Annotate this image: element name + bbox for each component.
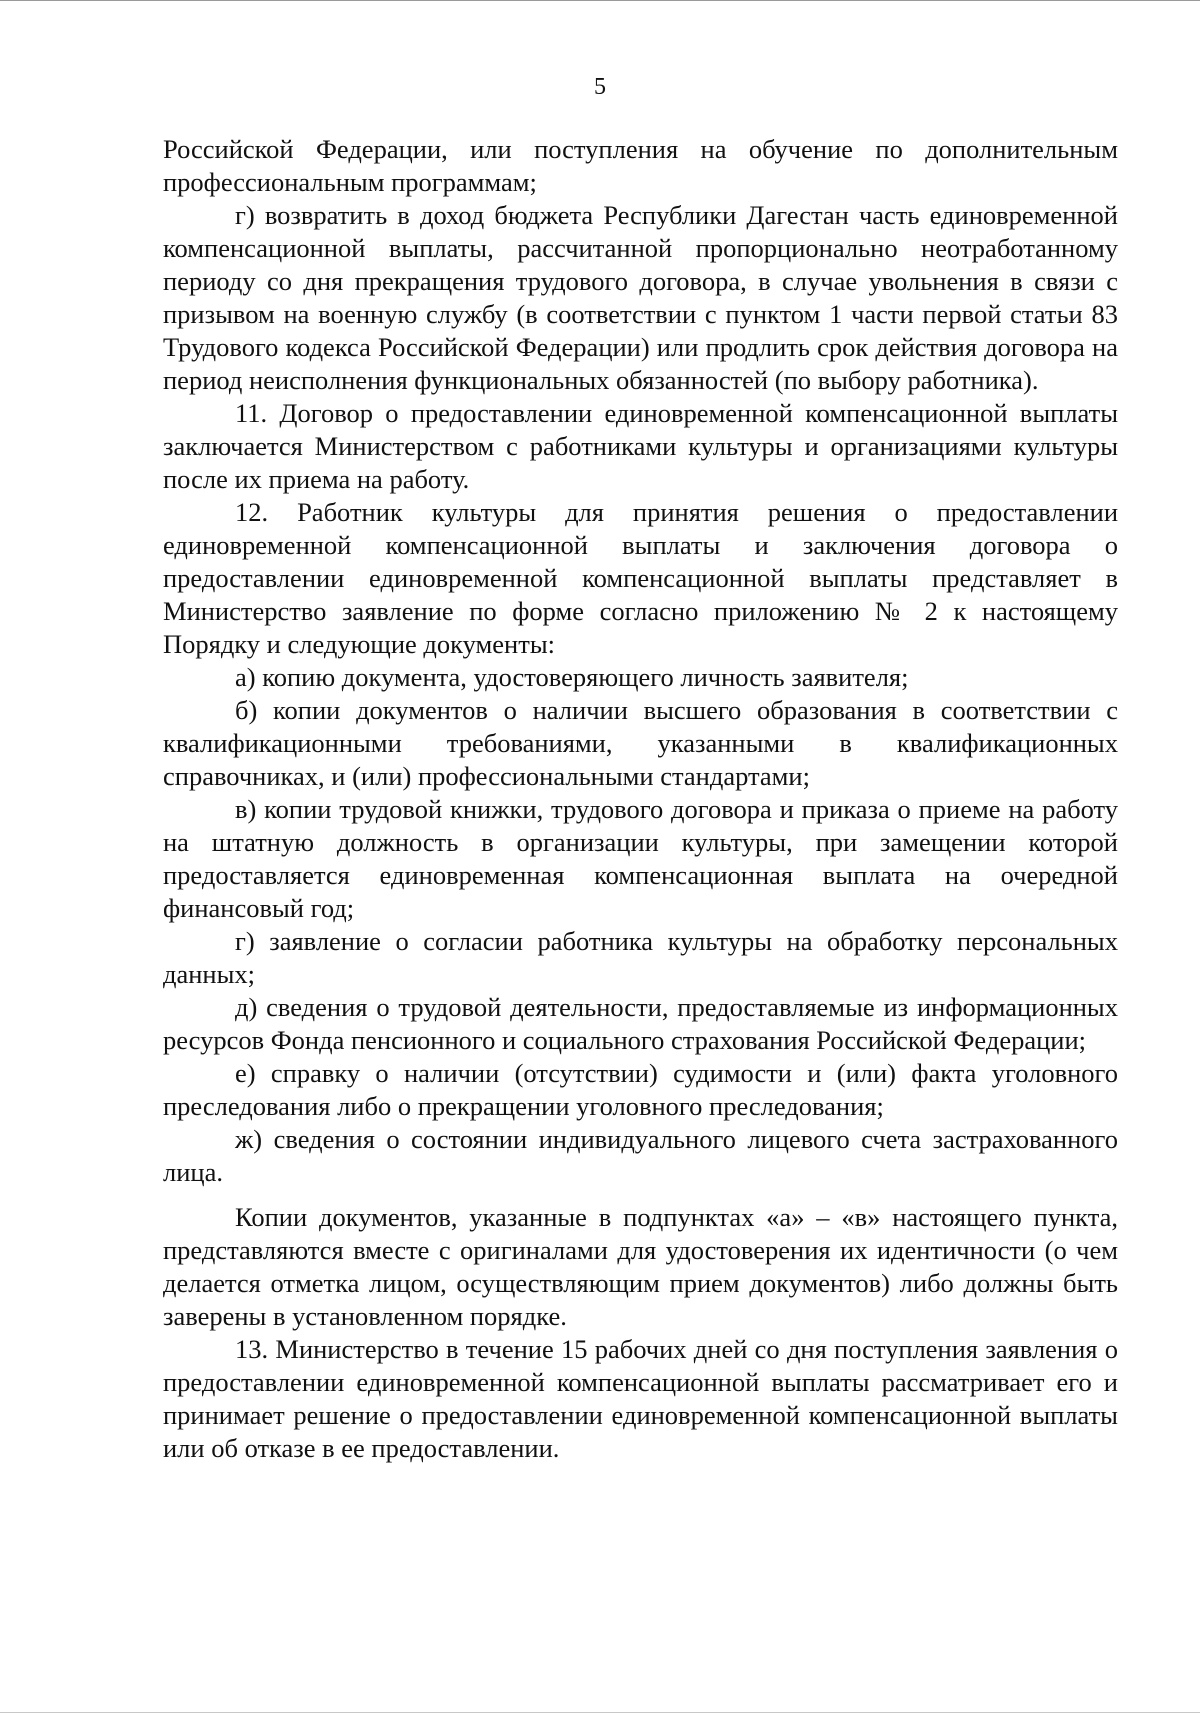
paragraph-item-zh: ж) сведения о состоянии индивидуального лицевого счета застрахованного лица. — [163, 1124, 1118, 1187]
paragraph-item-v: в) копии трудовой книжки, трудового договора и приказа о приеме на работу на штатную должность в организации культуры, при замещении которой предоставляется единовременная компенсационная выплата на очередной финансовый год; — [163, 794, 1118, 923]
document-body — [163, 133, 1118, 1465]
paragraph-item-e: е) справку о наличии (отсутствии) судимости и (или) факта уголовного преследования либо о прекращении уголовного преследования; — [163, 1058, 1118, 1121]
paragraph-13: 13. Министерство в течение 15 рабочих дней со дня поступления заявления о предоставлении единовременной компенсационной выплаты рассматривает его и принимает решение о предоставлении единовременной компенсационной выплаты или об отказе в ее предоставлении. — [163, 1334, 1118, 1463]
paragraph-item-d: д) сведения о трудовой деятельности, предоставляемые из информационных ресурсов Фонда пенсионного и социального страхования Российской Федерации; — [163, 992, 1118, 1055]
paragraph-12: 12. Работник культуры для принятия решения о предоставлении единовременной компенсационной выплаты и заключения договора о предоставлении единовременной компенсационной выплаты представляет в Министерство заявление по форме согласно приложению № 2 к настоящему Порядку и следующие документы: — [163, 497, 1118, 659]
paragraph-11: 11. Договор о предоставлении единовременной компенсационной выплаты заключается Министерством с работниками культуры и организациями культуры после их приема на работу. — [163, 398, 1118, 494]
scan-top-edge — [0, 0, 1200, 1]
paragraph-item-g-return: г) возвратить в доход бюджета Республики Дагестан часть единовременной компенсационной выплаты, рассчитанной пропорционально неотработанному периоду со дня прекращения трудового договора, в случае увольнения в связи с призывом на военную службу (в соответствии с пунктом 1 части первой статьи 83 Трудового кодекса Российской Федерации) или продлить срок действия договора на период неисполнения функциональных обязанностей (по выбору работника). — [163, 200, 1118, 395]
paragraph-continuation: Российской Федерации, или поступления на обучение по дополнительным профессиональным программам; — [163, 134, 1118, 197]
page-number: 5 — [594, 74, 606, 100]
paragraph-item-g: г) заявление о согласии работника культуры на обработку персональных данных; — [163, 926, 1118, 989]
paragraph-item-b: б) копии документов о наличии высшего образования в соответствии с квалификационными требованиями, указанными в квалификационных справочниках, и (или) профессиональными стандартами; — [163, 695, 1118, 791]
paragraph-copies-note: Копии документов, указанные в подпунктах «а» – «в» настоящего пункта, представляются вместе с оригиналами для удостоверения их идентичности (о чем делается отметка лицом, осуществляющим прием документов) либо должны быть заверены в установленном порядке. — [163, 1202, 1118, 1331]
paragraph-item-a: а) копию документа, удостоверяющего личность заявителя; — [235, 662, 909, 692]
